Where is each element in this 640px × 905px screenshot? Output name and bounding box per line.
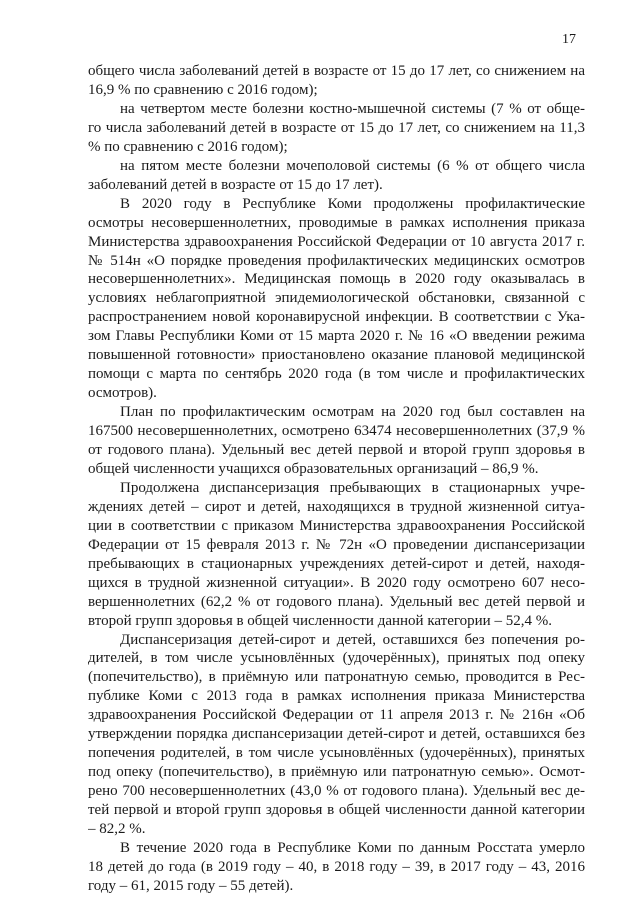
text-line: пребывающих в стационарных учреждениях детей-сирот и детей, находя- <box>88 555 585 572</box>
text-line: 16,9 % по сравнению с 2016 годом); <box>88 81 318 98</box>
text-line: условиях неблагоприятной эпидемиологической обстановки, связанной с <box>88 290 585 307</box>
text-line: тей первой и второй групп здоровья в общей численности данной категории <box>88 802 585 819</box>
text-line: утверждении порядка диспансеризации детей-сирот и детей, оставшихся без <box>88 726 585 743</box>
text-line: 167500 несовершеннолетних, осмотрено 63474 несовершеннолетних (37,9 % <box>88 423 585 440</box>
text-line: году – 61, 2015 году – 55 детей). <box>88 877 294 894</box>
text-line: Министерства здравоохранения Российской Федерации от 10 августа 2017 г. <box>88 233 585 250</box>
text-line: осмотров). <box>88 385 157 402</box>
text-line: повышенной готовности» приостановлено оказание плановой медицинской <box>88 347 585 364</box>
text-line: от годового плана). Удельный вес детей первой и второй групп здоровья в <box>88 442 585 458</box>
text-line: Диспансеризация детей-сирот и детей, оставшихся без попечения ро- <box>120 631 585 648</box>
text-line: общего числа заболеваний детей в возрасте от 15 до 17 лет, со снижением на <box>88 63 585 79</box>
text-line: общей численности учащихся образовательных организаций – 86,9 %. <box>88 460 539 477</box>
text-line: на четвертом месте болезни костно-мышечной системы (7 % от обще- <box>120 100 585 117</box>
text-line: % по сравнению с 2016 годом); <box>88 138 288 155</box>
text-line: рено 700 несовершеннолетних (43,0 % от годового плана). Удельный вес де- <box>88 783 585 800</box>
text-line: В 2020 году в Республике Коми продолжены профилактические <box>120 195 585 212</box>
text-line: 18 детей до года (в 2019 году – 40, в 2018 году – 39, в 2017 году – 43, 2016 <box>88 858 585 875</box>
text-line: вершеннолетних (62,2 % от годового плана). Удельный вес детей первой и <box>88 593 585 610</box>
text-line: заболеваний детей в возрасте от 15 до 17 лет). <box>88 176 383 193</box>
text-line: – 82,2 %. <box>88 821 146 837</box>
text-line: на пятом месте болезни мочеполовой системы (6 % от общего числа <box>120 157 585 174</box>
text-line: № 514н «О порядке проведения профилактических медицинских осмотров <box>88 252 585 269</box>
text-line: здравоохранения Российской Федерации от 11 апреля 2013 г. № 216н «Об <box>88 707 585 724</box>
text-line: План по профилактическим осмотрам на 2020 год был составлен на <box>120 404 585 421</box>
text-line: второй групп здоровья в общей численности данной категории – 52,4 %. <box>88 612 552 629</box>
text-line: под опеку (попечительство), в приёмную или патронатную семью». Осмот- <box>88 764 585 781</box>
page-number: 17 <box>562 32 576 47</box>
text-line: В течение 2020 года в Республике Коми по данным Росстата умерло <box>120 839 585 856</box>
text-line: осмотры несовершеннолетних, проводимые в рамках исполнения приказа <box>88 214 585 231</box>
text-line: зом Главы Республики Коми от 15 марта 2020 г. № 16 «О введении режима <box>88 328 585 345</box>
text-line: го числа заболеваний детей в возрасте от 15 до 17 лет, со снижением на 11,3 <box>88 119 585 136</box>
text-line: несовершеннолетних». Медицинская помощь в 2020 году оказывалась в <box>88 271 585 288</box>
text-line: щихся в трудной жизненной ситуации». В 2020 году осмотрено 607 несо- <box>88 574 585 591</box>
text-line: попечения родителей, в том числе усыновлённых (удочерённых), принятых <box>88 745 585 762</box>
text-line: Федерации от 15 февраля 2013 г. № 72н «О проведении диспансеризации <box>88 536 585 553</box>
text-line: распространением новой коронавирусной инфекции. В соответствии с Ука- <box>88 309 585 326</box>
text-line: (попечительство), в приёмную или патронатную семью, проводится в Рес- <box>88 669 585 686</box>
text-line: публике Коми с 2013 года в рамках исполнения приказа Министерства <box>88 688 585 705</box>
text-line: ции в соответствии с приказом Министерства здравоохранения Российской <box>88 517 585 534</box>
text-line: Продолжена диспансеризация пребывающих в стационарных учре- <box>120 479 585 496</box>
text-line: дителей, в том числе усыновлённых (удочерённых), принятых под опеку <box>88 650 585 667</box>
text-line: помощи с марта по сентябрь 2020 года (в том числе и профилактических <box>88 366 585 383</box>
text-line: ждениях детей – сирот и детей, находящихся в трудной жизненной ситуа- <box>88 498 585 515</box>
